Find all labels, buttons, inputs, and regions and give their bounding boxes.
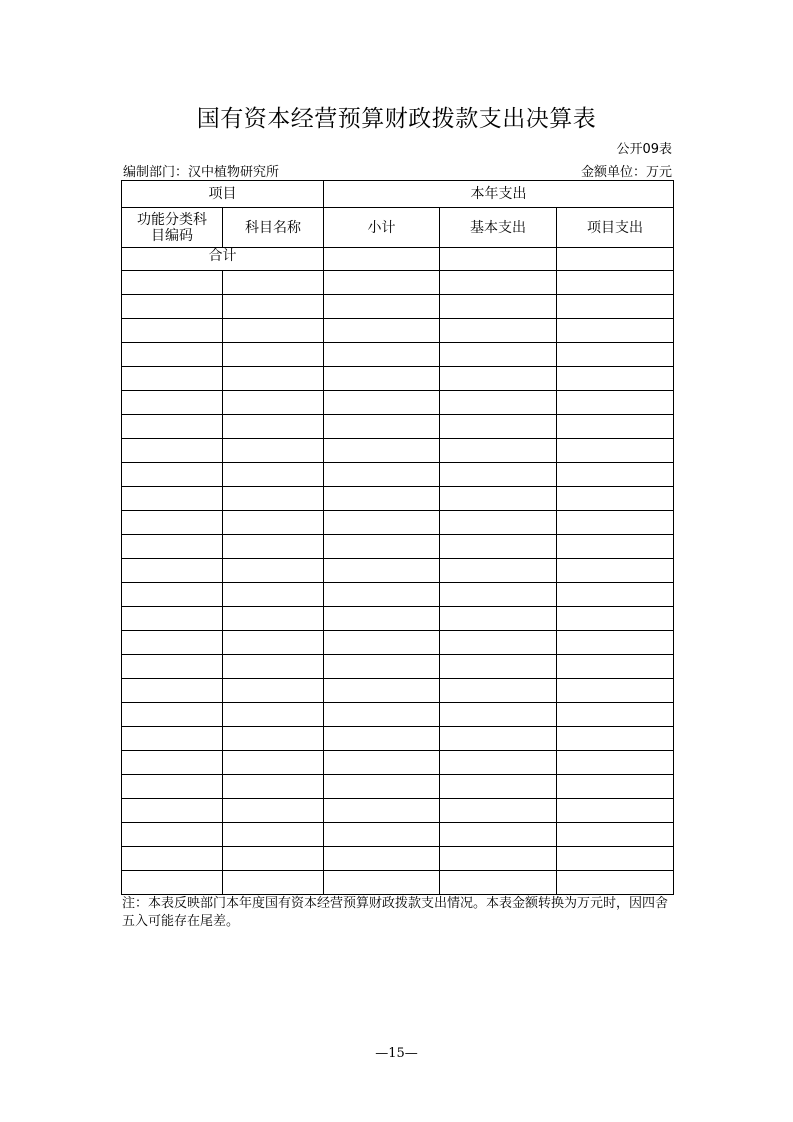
table-cell (324, 463, 440, 487)
table-cell (440, 655, 557, 679)
table-row (122, 799, 674, 823)
table-cell (557, 727, 674, 751)
table-cell (122, 727, 223, 751)
table-cell (223, 511, 324, 535)
table-cell (324, 271, 440, 295)
table-row (122, 559, 674, 583)
table-cell (122, 391, 223, 415)
table-cell (440, 487, 557, 511)
table-cell (223, 535, 324, 559)
table-cell (324, 319, 440, 343)
table-cell (122, 679, 223, 703)
table-cell (223, 319, 324, 343)
table-cell (223, 847, 324, 871)
table-cell (557, 487, 674, 511)
table-cell (223, 463, 324, 487)
table-cell (440, 631, 557, 655)
table-cell (324, 799, 440, 823)
table-cell (557, 271, 674, 295)
table-cell (223, 487, 324, 511)
table-cell (440, 679, 557, 703)
table-cell (557, 439, 674, 463)
table-cell (324, 847, 440, 871)
table-cell (324, 823, 440, 847)
total-row (122, 248, 674, 271)
table-cell (440, 343, 557, 367)
table-cell (440, 559, 557, 583)
table-cell (223, 583, 324, 607)
table-row (122, 631, 674, 655)
table-cell (557, 535, 674, 559)
table-cell (122, 703, 223, 727)
table-row (122, 295, 674, 319)
header-row-2 (122, 208, 674, 248)
table-cell (122, 583, 223, 607)
table-cell (122, 799, 223, 823)
table-cell (223, 391, 324, 415)
table-row (122, 343, 674, 367)
table-row (122, 271, 674, 295)
table-cell (324, 703, 440, 727)
table-row (122, 463, 674, 487)
table-cell (324, 391, 440, 415)
table-row (122, 751, 674, 775)
expense-table (121, 180, 674, 895)
table-cell (440, 703, 557, 727)
header-subject-name: 科目名称 (223, 208, 324, 248)
department-label: 编制部门：汉中植物研究所 (123, 165, 280, 180)
table-cell (557, 799, 674, 823)
table-row (122, 655, 674, 679)
header-year-expense: 本年支出 (324, 181, 674, 208)
table-row (122, 367, 674, 391)
table-cell (557, 871, 674, 895)
table-cell (122, 367, 223, 391)
table-cell (122, 607, 223, 631)
table-cell (557, 463, 674, 487)
header-project: 项目 (122, 181, 324, 208)
table-row (122, 679, 674, 703)
table-cell (324, 727, 440, 751)
table-cell (440, 727, 557, 751)
table-cell (122, 343, 223, 367)
table-cell (122, 775, 223, 799)
table-cell (223, 415, 324, 439)
table-cell (122, 847, 223, 871)
table-cell (324, 583, 440, 607)
table-cell (440, 319, 557, 343)
table-row (122, 391, 674, 415)
table-cell (122, 655, 223, 679)
table-cell (324, 871, 440, 895)
table-cell (223, 679, 324, 703)
table-cell (440, 415, 557, 439)
table-cell (557, 415, 674, 439)
table-cell (557, 607, 674, 631)
table-cell (440, 583, 557, 607)
table-cell (324, 415, 440, 439)
table-cell (324, 295, 440, 319)
table-cell (557, 511, 674, 535)
table-cell (557, 391, 674, 415)
table-cell (122, 271, 223, 295)
table-row (122, 535, 674, 559)
table-cell (122, 631, 223, 655)
table-cell (557, 823, 674, 847)
table-cell (557, 295, 674, 319)
table-cell (223, 367, 324, 391)
table-cell (557, 319, 674, 343)
table-cell (440, 871, 557, 895)
table-cell (223, 271, 324, 295)
table-cell (122, 463, 223, 487)
table-cell (223, 631, 324, 655)
table-cell (557, 631, 674, 655)
table-cell (122, 871, 223, 895)
table-cell (223, 343, 324, 367)
table-cell (557, 343, 674, 367)
total-basic-cell (440, 248, 557, 271)
table-cell (122, 295, 223, 319)
table-cell (223, 439, 324, 463)
table-cell (223, 751, 324, 775)
table-cell (440, 271, 557, 295)
table-cell (324, 559, 440, 583)
table-row (122, 871, 674, 895)
table-cell (557, 559, 674, 583)
table-row (122, 439, 674, 463)
total-project-cell (557, 248, 674, 271)
page-number: —15— (375, 1046, 418, 1061)
table-cell (324, 343, 440, 367)
table-cell (223, 823, 324, 847)
header-basic-expense: 基本支出 (440, 208, 557, 248)
page-title: 国有资本经营预算财政拨款支出决算表 (196, 106, 597, 132)
table-cell (557, 703, 674, 727)
table-cell (557, 679, 674, 703)
table-cell (324, 751, 440, 775)
table-cell (440, 511, 557, 535)
table-row (122, 583, 674, 607)
table-cell (122, 823, 223, 847)
table-cell (122, 319, 223, 343)
table-cell (223, 871, 324, 895)
header-subtotal: 小计 (324, 208, 440, 248)
table-cell (223, 775, 324, 799)
table-cell (440, 439, 557, 463)
table-cell (440, 751, 557, 775)
header-func-code-text: 功能分类科目编码 (137, 211, 207, 244)
table-cell (440, 391, 557, 415)
table-row (122, 607, 674, 631)
footnote: 注：本表反映部门本年度国有资本经营预算财政拨款支出情况。本表金额转换为万元时，因四舍五入可能存在尾差。 (122, 896, 669, 929)
table-cell (557, 655, 674, 679)
table-row (122, 727, 674, 751)
table-cell (440, 607, 557, 631)
amount-unit-label: 金额单位：万元 (580, 165, 672, 180)
table-cell (324, 439, 440, 463)
table-cell (122, 535, 223, 559)
table-row (122, 823, 674, 847)
table-row (122, 511, 674, 535)
table-cell (324, 607, 440, 631)
total-label: 合计 (122, 248, 324, 271)
table-row (122, 319, 674, 343)
table-cell (440, 535, 557, 559)
table-cell (557, 751, 674, 775)
table-cell (324, 679, 440, 703)
header-row-1 (122, 181, 674, 208)
table-cell (324, 631, 440, 655)
table-row (122, 487, 674, 511)
table-cell (324, 487, 440, 511)
table-row (122, 775, 674, 799)
table-cell (122, 415, 223, 439)
table-cell (122, 439, 223, 463)
header-project-expense: 项目支出 (557, 208, 674, 248)
table-cell (440, 775, 557, 799)
table-cell (223, 295, 324, 319)
table-cell (324, 535, 440, 559)
table-cell (223, 703, 324, 727)
table-cell (440, 799, 557, 823)
table-cell (122, 751, 223, 775)
table-cell (324, 775, 440, 799)
table-cell (324, 511, 440, 535)
table-cell (440, 463, 557, 487)
table-cell (223, 727, 324, 751)
table-row (122, 703, 674, 727)
table-cell (557, 583, 674, 607)
header-func-code (122, 208, 223, 248)
table-cell (324, 367, 440, 391)
table-row (122, 847, 674, 871)
table-cell (324, 655, 440, 679)
table-cell (122, 511, 223, 535)
total-subtotal-cell (324, 248, 440, 271)
table-cell (122, 487, 223, 511)
table-cell (223, 799, 324, 823)
table-cell (122, 559, 223, 583)
form-code: 公开09表 (616, 142, 672, 157)
table-row (122, 415, 674, 439)
table-cell (223, 607, 324, 631)
table-cell (557, 775, 674, 799)
table-cell (557, 847, 674, 871)
table-cell (223, 559, 324, 583)
table-cell (557, 367, 674, 391)
table-cell (223, 655, 324, 679)
table-cell (440, 295, 557, 319)
table-cell (440, 367, 557, 391)
table-cell (440, 847, 557, 871)
table-cell (440, 823, 557, 847)
